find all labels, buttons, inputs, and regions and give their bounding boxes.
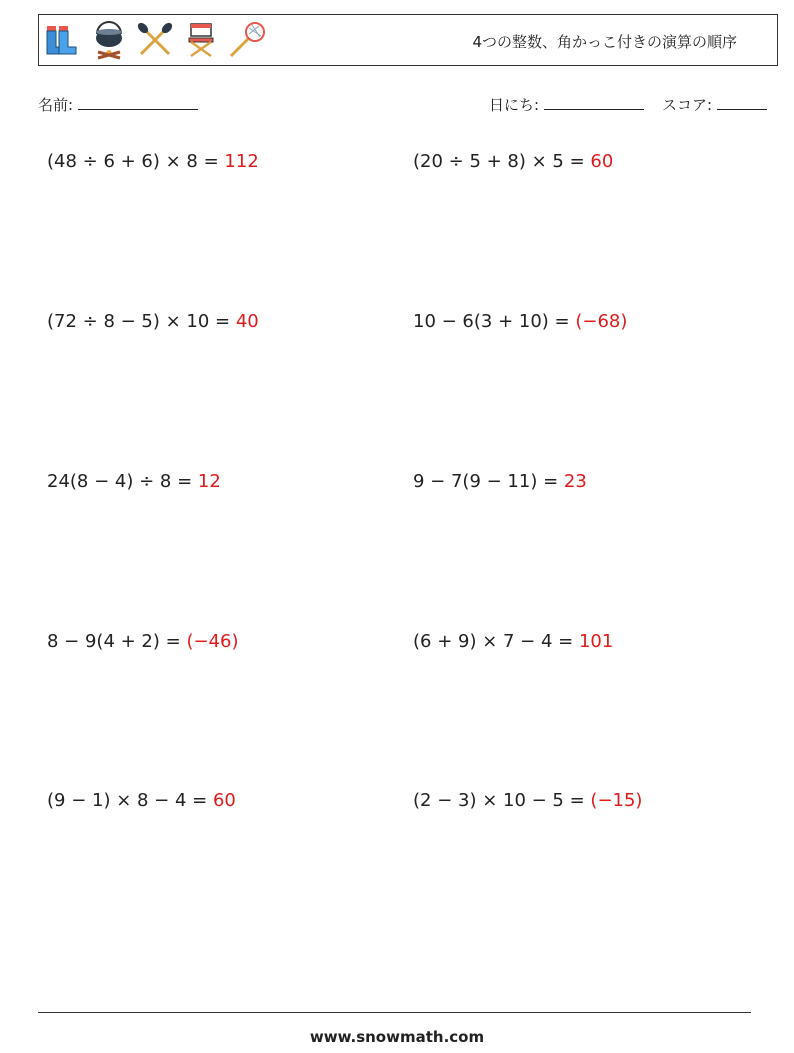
- name-blank[interactable]: [78, 95, 198, 110]
- problem-answer: 101: [578, 631, 614, 652]
- problem-answer: 112: [224, 151, 259, 172]
- problem-6: [413, 471, 587, 492]
- problem-answer: 12: [197, 471, 221, 492]
- problem-expression: (20 ÷ 5 + 8) × 5 =: [413, 151, 591, 172]
- problem-10: [413, 790, 642, 811]
- problem-answer: 60: [590, 151, 614, 172]
- problem-expression: 10 − 6(3 + 10) =: [413, 311, 576, 332]
- footer-url[interactable]: www.snowmath.com: [309, 1028, 485, 1046]
- problem-answer: 40: [235, 311, 259, 332]
- problem-9: [47, 790, 236, 811]
- problem-answer: 23: [563, 471, 587, 492]
- problem-8: [413, 631, 613, 652]
- problem-2: [413, 151, 613, 172]
- name-label: 名前:: [38, 96, 74, 114]
- problem-expression: 24(8 − 4) ÷ 8 =: [47, 471, 198, 492]
- camping-chair-icon: [181, 20, 221, 60]
- footer-divider: [38, 1012, 751, 1013]
- problem-expression: (2 − 3) × 10 − 5 =: [413, 790, 591, 811]
- problem-expression: (6 + 9) × 7 − 4 =: [413, 631, 579, 652]
- boots-icon: [43, 20, 83, 60]
- worksheet-title: 4つの整数、角かっこ付きの演算の順序: [472, 33, 737, 51]
- problem-answer: 60: [212, 790, 236, 811]
- crossed-paddles-icon: [135, 20, 175, 60]
- score-label: スコア:: [662, 96, 713, 114]
- campfire-pot-icon: [89, 20, 129, 60]
- problem-expression: (72 ÷ 8 − 5) × 10 =: [47, 311, 236, 332]
- worksheet-header: [38, 14, 778, 66]
- score-field: [662, 94, 767, 115]
- date-blank[interactable]: [544, 95, 644, 110]
- header-icons: [43, 20, 267, 60]
- butterfly-net-icon: [227, 20, 267, 60]
- problem-expression: (9 − 1) × 8 − 4 =: [47, 790, 213, 811]
- score-blank[interactable]: [717, 95, 767, 110]
- date-field: [489, 94, 644, 115]
- problem-answer: (−46): [186, 631, 239, 652]
- problem-answer: (−15): [590, 790, 643, 811]
- problem-expression: 8 − 9(4 + 2) =: [47, 631, 187, 652]
- problem-answer: (−68): [575, 311, 628, 332]
- problem-7: [47, 631, 238, 652]
- problem-expression: (48 ÷ 6 + 6) × 8 =: [47, 151, 225, 172]
- problem-1: [47, 151, 259, 172]
- problem-3: [47, 311, 259, 332]
- date-label: 日にち:: [489, 96, 540, 114]
- problem-expression: 9 − 7(9 − 11) =: [413, 471, 564, 492]
- problem-4: [413, 311, 627, 332]
- problem-5: [47, 471, 221, 492]
- name-field: [38, 94, 198, 115]
